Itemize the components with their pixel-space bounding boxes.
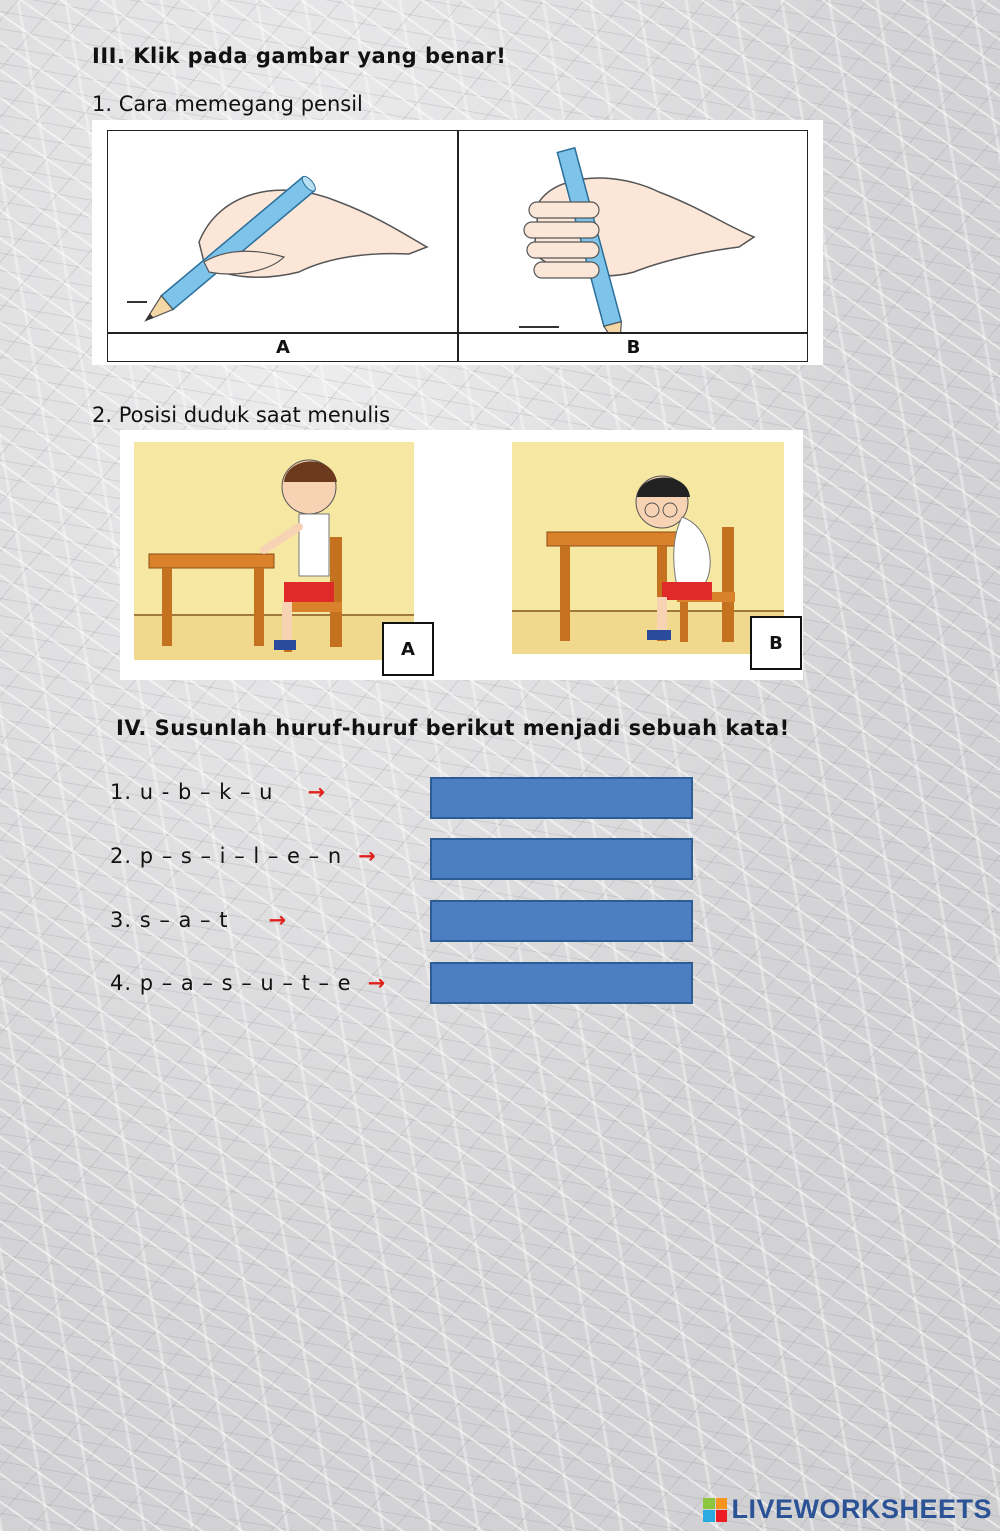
brand-name: LIVEWORKSHEETS bbox=[731, 1494, 992, 1524]
scramble-letters: 1. u - b – k – u bbox=[110, 780, 274, 804]
sitting-option-b-image[interactable] bbox=[512, 442, 784, 654]
arrow-right-icon: → bbox=[367, 971, 387, 995]
pencil-grip-option-a-label[interactable]: A bbox=[276, 337, 290, 358]
liveworksheets-logo-icon bbox=[703, 1498, 727, 1522]
question-2-label: 2. Posisi duduk saat menulis bbox=[92, 403, 391, 427]
answer-input-2[interactable] bbox=[430, 838, 693, 880]
answer-input-1[interactable] bbox=[430, 777, 693, 819]
sitting-position-panel bbox=[120, 430, 803, 680]
arrow-right-icon: → bbox=[358, 844, 377, 868]
liveworksheets-logo bbox=[703, 1494, 992, 1525]
arrow-right-icon: → bbox=[307, 780, 327, 804]
pencil-grip-option-b-label[interactable]: B bbox=[626, 337, 641, 358]
pencil-grip-option-a-image[interactable] bbox=[109, 132, 457, 332]
answer-input-4[interactable] bbox=[430, 962, 693, 1004]
scramble-item-3 bbox=[110, 908, 287, 932]
section-4-heading: IV. Susunlah huruf-huruf berikut menjadi sebuah kata! bbox=[116, 716, 790, 740]
scramble-letters: 3. s – a – t bbox=[110, 908, 229, 932]
sitting-option-a-image[interactable] bbox=[134, 442, 414, 660]
pencil-grip-panel bbox=[92, 120, 823, 365]
pencil-grip-option-b-image[interactable] bbox=[459, 132, 807, 332]
scramble-letters: 4. p – a – s – u – t – e bbox=[110, 971, 352, 995]
scramble-item-2 bbox=[110, 844, 377, 868]
sitting-option-a-label[interactable]: A bbox=[382, 622, 434, 676]
arrow-right-icon: → bbox=[268, 908, 288, 932]
scramble-item-1 bbox=[110, 780, 326, 804]
sitting-option-b-label[interactable]: B bbox=[750, 616, 802, 670]
section-3-heading: III. Klik pada gambar yang benar! bbox=[92, 44, 507, 68]
question-1-label: 1. Cara memegang pensil bbox=[92, 92, 363, 116]
answer-input-3[interactable] bbox=[430, 900, 693, 942]
scramble-letters: 2. p – s – i – l – e – n bbox=[110, 844, 343, 868]
scramble-item-4 bbox=[110, 971, 386, 995]
